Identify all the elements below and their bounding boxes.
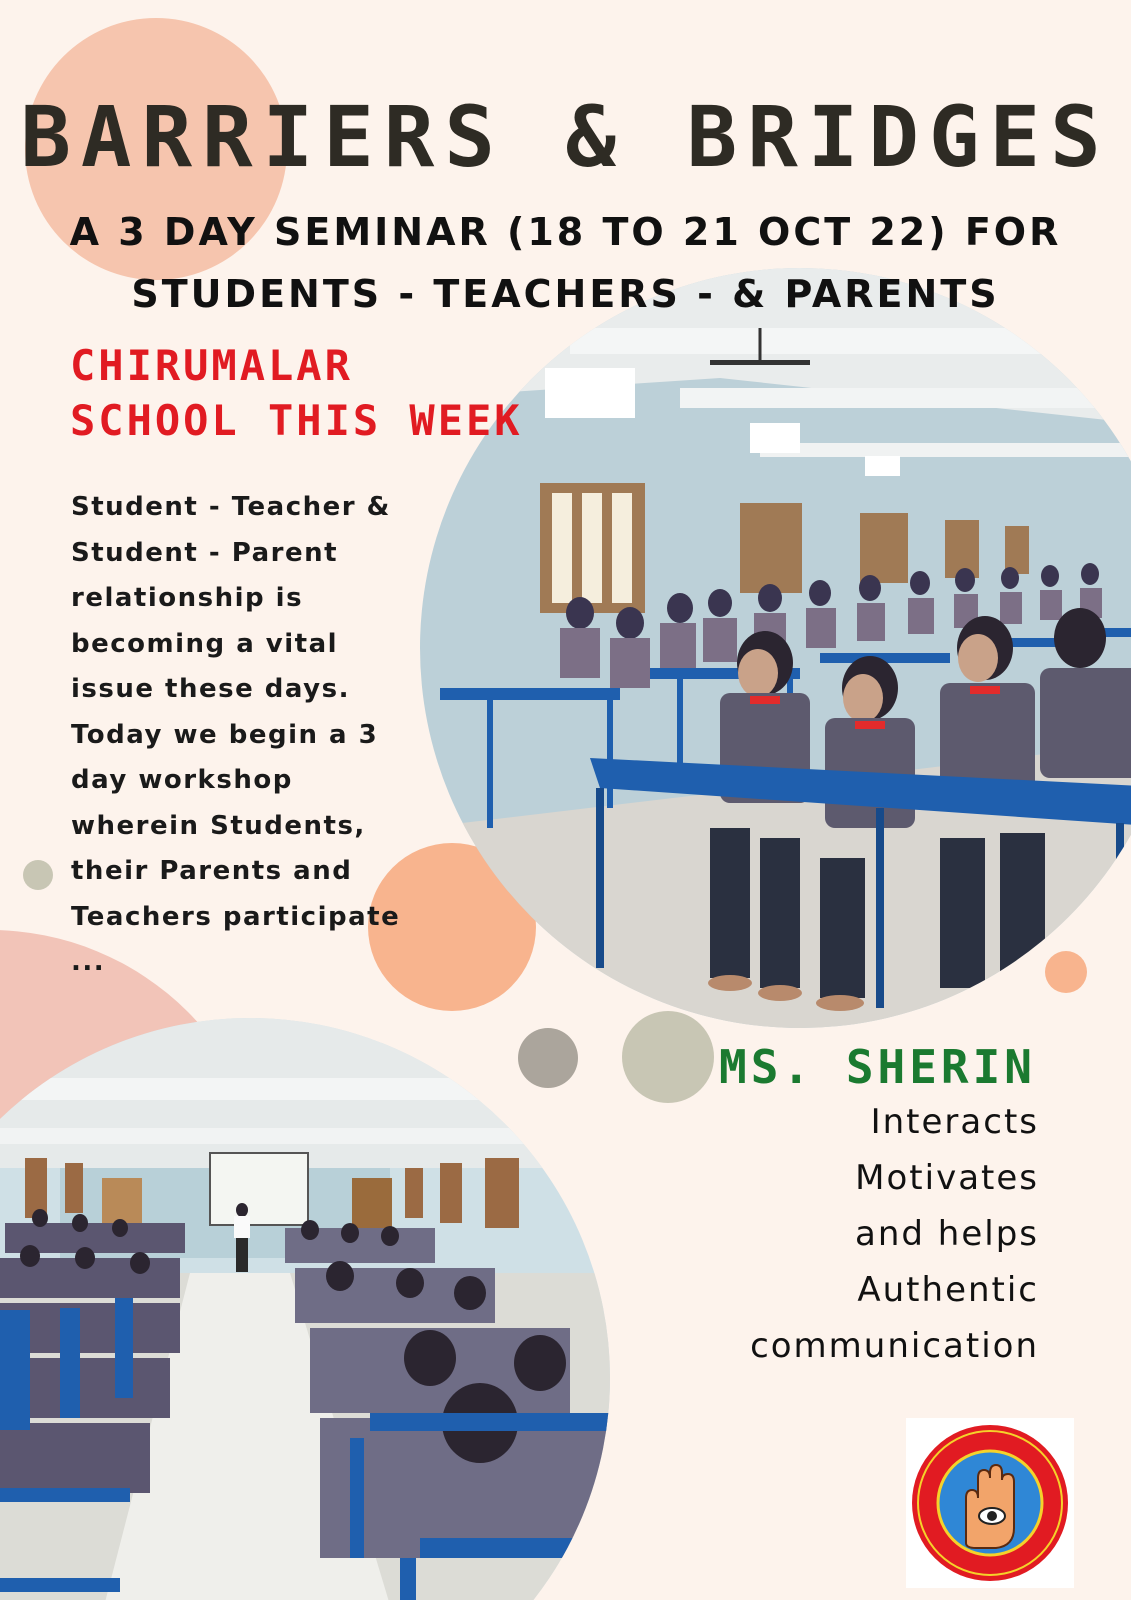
school-heading-line1: CHIRUMALAR <box>70 341 353 390</box>
sage-circle <box>622 1011 714 1103</box>
poster-title: BARRIERS & BRIDGES <box>20 88 1111 186</box>
school-logo <box>906 1418 1074 1588</box>
hall-scene <box>0 1018 610 1600</box>
assembly-hall-photo <box>0 1018 610 1600</box>
peach-dot-right <box>1045 951 1087 993</box>
speaker-name: MS. SHERIN <box>719 1040 1036 1094</box>
speaker-role: Interacts <box>870 1102 1039 1142</box>
school-heading <box>70 338 550 448</box>
speaker-roles <box>619 1094 1039 1374</box>
school-emblem-icon <box>906 1418 1074 1588</box>
sage-dot-left <box>23 860 53 890</box>
school-heading-line2: SCHOOL THIS WEEK <box>70 396 523 445</box>
seminar-description: Student - Teacher & Student - Parent relationship is becoming a vital issue these days. Today we begin a 3 day workshop wherein Students, their Parents and Teachers participate ... <box>71 492 401 977</box>
speaker-role: Motivates <box>855 1158 1039 1198</box>
speaker-role: and helps <box>855 1214 1039 1254</box>
seminar-subtitle-line2: STUDENTS - TEACHERS - & PARENTS <box>131 272 1000 316</box>
taupe-circle <box>518 1028 578 1088</box>
seminar-subtitle-line1: A 3 DAY SEMINAR (18 TO 21 OCT 22) FOR <box>69 210 1062 254</box>
speaker-role: Authentic <box>857 1270 1039 1310</box>
speaker-role: communication <box>750 1326 1039 1366</box>
